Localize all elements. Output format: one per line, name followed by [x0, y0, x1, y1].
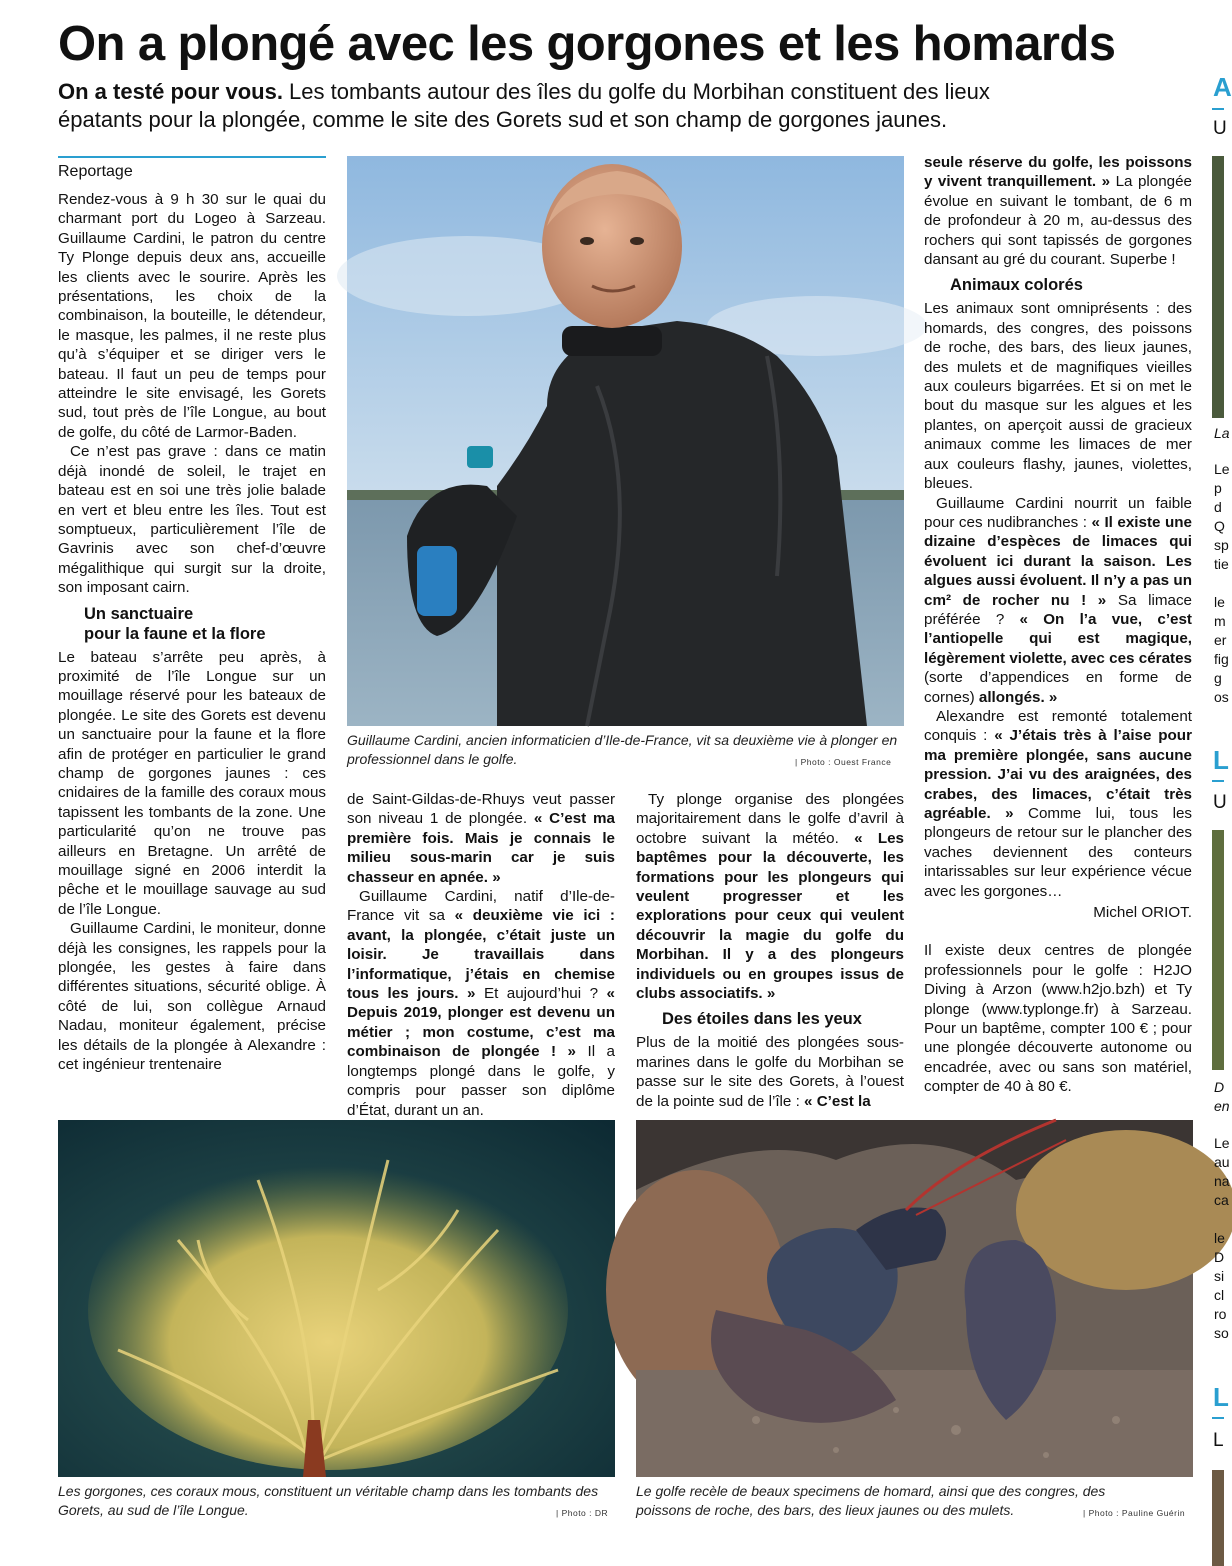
quote: « J’étais très à l’aise pour ma première plongée, sans aucune pression. J’ai vu des araignées, des crabes, des limaces, c’était très agréable. »	[924, 727, 1192, 822]
info-box: Il existe deux centres de plongée professionnels pour le golfe : H2JO Diving à Arzon (www.h2jo.bzh) et Ty plonge (www.typlonge.fr) à Sarzeau. Pour un baptême, compter 100 € ; pour une plongée découverte autonome ou encadrée, avec ou sans son matériel, compter de 40 à 80 €.	[924, 942, 1192, 1096]
paragraph: Le bateau s’arrête peu après, à proximité de l’île Longue sur un mouillage réservé pour les bateaux de plongée. Le site des Gorets est devenu un sanctuaire pour la faune et la flore afin de protéger en particulier le grand champ de gorgones jaunes : ces cnidaires de la famille des coraux mous tapissent les tombants de la zone. Une particularité qu’on ne trouve pas ailleurs en Bretagne. Un arrêté de mouillage signé en 2006 interdit la pêche et le mouillage sauvage au sud de l’île Longue.	[58, 648, 326, 918]
photo-gorgones	[58, 1120, 615, 1477]
diver-illustration	[347, 156, 904, 726]
edge-heading-3: L	[1213, 1382, 1229, 1412]
text-run: La plongée évolue en suivant le tombant, de 6 m de profondeur à 20 m, au-dessus des rochers qui sont tapissés de gorgones dansant au gré du courant. Superbe !	[924, 173, 1192, 269]
paragraph	[924, 153, 1192, 269]
edge-fragment: er	[1214, 632, 1227, 648]
edge-fragment: g	[1214, 670, 1222, 686]
edge-fragment: so	[1214, 1325, 1229, 1341]
edge-text-2	[1214, 1134, 1230, 1343]
edge-photo-2	[1212, 830, 1224, 1070]
edge-fragment: le	[1214, 594, 1225, 610]
edge-fragment: Le	[1214, 461, 1230, 477]
edge-rule-3	[1212, 1417, 1224, 1419]
edge-heading-2: L	[1213, 745, 1229, 775]
edge-fragment: au	[1214, 1154, 1230, 1170]
edge-fragment: D	[1214, 1079, 1225, 1095]
paragraph: Rendez-vous à 9 h 30 sur le quai du charmant port du Logeo à Sarzeau. Guillaume Cardini, le patron du centre Ty Plonge depuis deux ans, accueille les clients avec le sourire. Après les présentations, les choix de la combinaison, la bouteille, le détendeur, le masque, les palmes, il ne reste plus qu’à s’équiper et se diriger vers le bateau. Il faut un peu de temps pour atteindre le site envisagé, les Gorets sud, tout près de l’île Longue, au bout de golfe, du côté de Larmor-Baden.	[58, 191, 326, 441]
text-run: Et aujourd’hui ?	[475, 985, 607, 1003]
text-column-2	[347, 790, 615, 1120]
subheading-etoiles: Des étoiles dans les yeux	[662, 1010, 862, 1029]
text-column-3	[636, 790, 904, 1111]
edge-fragment: na	[1214, 1173, 1230, 1189]
text-run: Comme lui, tous les plongeurs de retour sur le plancher des vaches deviennent des conteurs intarissables sur leur expérience vécue avec les gorgones…	[924, 805, 1193, 900]
edge-fragment: si	[1214, 1268, 1225, 1284]
paragraph	[347, 790, 615, 887]
edge-fragment: Le	[1214, 1135, 1230, 1151]
text-column-4	[924, 153, 1192, 1097]
text-run: Il a longtemps plongé dans le golfe, y compris pour passer son diplôme d’État, durant un an.	[347, 1043, 616, 1119]
author-signature: Michel ORIOT.	[1093, 904, 1192, 922]
paragraph: Guillaume Cardini, le moniteur, donne déjà les consignes, les rappels pour la plongée, les gestes à faire dans différentes situations, sécurité oblige. À côté de lui, son collègue Arnaud Nadau, moniteur également, précise les détails de la plongée à Alexandre : cet ingénieur trentenaire	[58, 920, 326, 1074]
edge-fragment: sp	[1214, 537, 1229, 553]
gorgone-illustration	[58, 1120, 615, 1477]
quote: allongés. »	[978, 688, 1058, 706]
text-run: (sorte d’appendices en forme de cornes)	[924, 669, 1192, 706]
paragraph	[636, 790, 904, 1003]
edge-fragment: os	[1214, 689, 1229, 705]
lede-lead: On a testé pour vous.	[58, 79, 283, 104]
text-run: Guillaume Cardini nourrit un faible pour ces nudibranches :	[924, 494, 1192, 531]
quote: « C’est ma première fois. Mais je connais le milieu sous-marin car je suis chasseur en apnée. »	[347, 810, 615, 886]
lede-text: Les tombants autour des îles du golfe du Morbihan constituent des lieux épatants pour la plongée, comme le site des Gorets sud et son champ de gorgones jaunes.	[58, 79, 990, 132]
caption-text: Guillaume Cardini, ancien informaticien d’Ile-de-France, vit sa deuxième vie à plonger en professionnel dans le golfe.	[347, 732, 898, 767]
lobster-illustration	[636, 1120, 1193, 1477]
edge-subheading-2: U	[1213, 792, 1227, 813]
edge-rule-2	[1212, 780, 1224, 782]
subheading-animaux: Animaux colorés	[950, 276, 1083, 295]
caption-text: Les gorgones, ces coraux mous, constituent un véritable champ dans les tombants des Gorets, au sud de l’île Longue.	[58, 1483, 599, 1518]
edge-caption-1: La	[1214, 425, 1230, 441]
edge-caption-2	[1214, 1078, 1230, 1116]
edge-fragment: en	[1214, 1098, 1230, 1114]
edge-photo-1	[1212, 156, 1224, 418]
caption-text: Le golfe recèle de beaux specimens de homard, ainsi que des congres, des poissons de roche, des bars, des lieux jaunes ou des mulets.	[636, 1483, 1106, 1518]
photo-homard	[636, 1120, 1193, 1477]
quote: « Depuis 2019, plonger est devenu un métier ; mon costume, c’est ma combinaison de plongée ! »	[347, 985, 615, 1061]
edge-fragment: ca	[1214, 1192, 1229, 1208]
edge-fragment: tie	[1214, 556, 1229, 572]
section-rubric: Reportage	[58, 156, 326, 181]
edge-subheading-1: U	[1213, 118, 1227, 139]
photo-credit-homard: | Photo : Pauline Guérin	[1083, 1508, 1186, 1518]
paragraph	[924, 494, 1192, 707]
edge-fragment: p	[1214, 480, 1222, 496]
edge-text-1	[1214, 460, 1230, 707]
quote: « deuxième vie ici : avant, la plongée, c’était juste un loisir. Je travaillais dans l’informatique, j’étais en chemise tous les jours. »	[347, 907, 615, 1003]
edge-subheading-3: L	[1213, 1430, 1224, 1451]
edge-fragment: cl	[1214, 1287, 1225, 1303]
quote: « Les baptêmes pour la découverte, les formations pour les plongeurs qui veulent progresser et les explorations pour ceux qui veulent découvrir la magie du golfe du Morbihan. Il y a des plongeurs individuels ou en groupes issus de clubs associatifs. »	[636, 829, 904, 1003]
next-article-edge	[1212, 0, 1232, 1566]
subheading-sanctuaire	[84, 604, 326, 644]
photo-diver	[347, 156, 904, 726]
quote: seule réserve du golfe, les poissons y vivent tranquillement. »	[924, 154, 1192, 191]
text-run: Ty plonge organise des plongées majoritairement dans le golfe d’avril à octobre suivant la météo.	[636, 791, 904, 847]
text-run: de Saint-Gildas-de-Rhuys veut passer son niveau 1 de plongée.	[347, 791, 615, 828]
text-run: Plus de la moitié des plongées sous-marines dans le golfe du Morbihan se passe sur le site des Gorets, à l’ouest de la pointe sud de l’île :	[636, 1034, 904, 1110]
edge-fragment: D	[1214, 1249, 1225, 1265]
quote: « C’est la	[804, 1092, 871, 1110]
quote: « On l’a vue, c’est l’antiopelle qui est magique, légèrement violette, avec ces cérates	[924, 610, 1192, 667]
edge-heading-1: A	[1213, 72, 1232, 102]
paragraph: Ce n’est pas grave : dans ce matin déjà inondé de soleil, le trajet en bateau est en soi une très jolie balade en vert et bleu entre les îles. Tout est somptueux, particulièrement l’île de Gavrinis avec son chef-d’œuvre mégalithique qui surgit sur la droite, son imposant cairn.	[58, 443, 326, 597]
photo-credit-main: | Photo : Ouest France	[795, 757, 892, 767]
text-column-1	[58, 190, 326, 1074]
edge-fragment: Q	[1214, 518, 1225, 534]
edge-fragment: fig	[1214, 651, 1229, 667]
edge-fragment: d	[1214, 499, 1222, 515]
paragraph: Les animaux sont omniprésents : des homards, des congres, des poissons de roche, des bars, des lieux jaunes, des mulets et de magnifiques vieilles aux couleurs bigarrées. Et si on met le bout du masque sur les algues et les plantes, on aperçoit aussi de gracieux animaux comme les limaces de mer aux couleurs flashy, jaunes, violettes, bleues.	[924, 300, 1192, 493]
paragraph	[636, 1033, 904, 1111]
photo-credit-gorgones: | Photo : DR	[556, 1508, 609, 1518]
subheading-line: Un sanctuaire	[84, 604, 194, 623]
quote: « Il existe une dizaine d’espèces de limaces qui évoluent ici durant la saison. Les algues aussi évoluent. Il n’y a pas un cm² de rocher nu ! »	[924, 513, 1192, 609]
edge-fragment: le	[1214, 1230, 1225, 1246]
text-run: Guillaume Cardini, natif d’Ile-de-France vit sa	[347, 888, 615, 925]
edge-fragment: m	[1214, 613, 1226, 629]
article-headline: On a plongé avec les gorgones et les homards	[58, 17, 1116, 71]
edge-photo-3	[1212, 1470, 1224, 1566]
paragraph	[924, 707, 1192, 901]
subheading-line: pour la faune et la flore	[84, 624, 266, 643]
article-lede	[58, 78, 1058, 134]
text-run: Alexandre est remonté totalement conquis :	[924, 707, 1192, 745]
text-run: Sa limace préférée ?	[924, 591, 1192, 628]
caption-gorgones	[58, 1482, 615, 1520]
paragraph	[347, 887, 615, 1120]
caption-homard	[636, 1482, 1106, 1520]
edge-fragment: ro	[1214, 1306, 1227, 1322]
edge-rule-1	[1212, 108, 1224, 110]
